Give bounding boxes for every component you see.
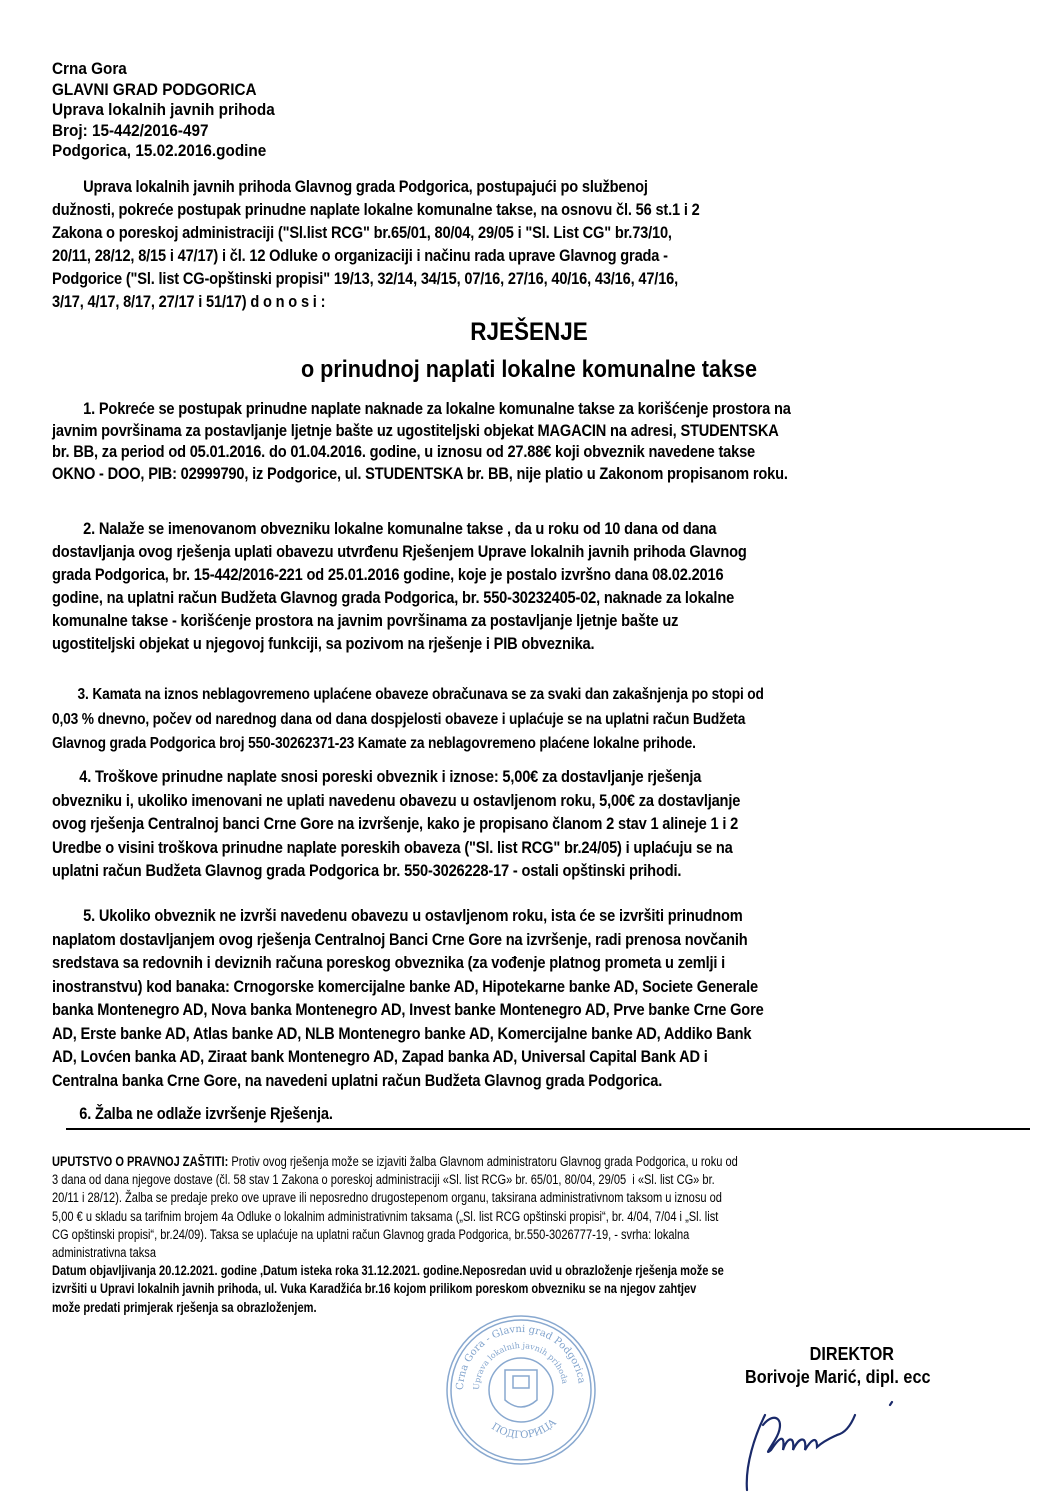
document-header [52,59,275,162]
text-line: javnim površinama za postavljanje ljetnje bašte uz ugostiteljski objekat MAGACIN na adresi, STUDENTSKA [52,420,779,440]
text-line: dostavljanja ovog rješenja uplati obavezu utvrđenu Rješenjem Uprave lokalnih javnih prihoda Glavnog [52,542,747,561]
text-line: 0,03 % dnevno, počev od narednog dana od dana dospjelosti obaveze i uplaćuje se na uplatni račun Budžeta [52,710,746,728]
text-line: CG opštinski propisi“, br.24/09). Taksa se uplaćuje na uplatni račun Glavnog grada Podgorica, br.550-3026777-19, - svrha: lokalna [52,1226,690,1242]
document-title: RJEŠENJE [470,318,588,346]
text-line: AD, Lovćen banka AD, Ziraat bank Montenegro AD, Zapad banka AD, Universal Capital Bank AD i [52,1047,708,1066]
legal-notice [52,1153,1020,1317]
text-line: 20/11 i 28/12). Žalba se predaje preko ove uprave ili neposredno drugostepenom organu, taksirana administrativnom taksom u iznosu od [52,1190,722,1206]
text-line: Centralna banka Crne Gore, na navedeni uplatni račun Budžeta Glavnog grada Podgorica. [52,1070,663,1090]
intro-paragraph [52,175,700,313]
text-line: Protiv ovog rješenja može se izjaviti žalba Glavnom administratoru Glavnog grada Podgorica, u roku od [228,1154,738,1169]
text-line: Podgorica, 15.02.2016.godine [52,141,267,160]
legal-notice-dates [52,1262,1020,1317]
paragraph-4 [52,765,740,883]
text-line: 6. Žalba ne odlaže izvršenje Rješenja. [52,1104,333,1123]
stamp-inner-text: Uprava lokalnih javnih prihoda [471,1340,570,1391]
text-line: 2. Nalaže se imenovanom obvezniku lokalne komunalne takse , da u roku od 10 dana od dana [52,519,717,538]
paragraph-3 [52,683,764,757]
stamp-outer-text: Crna Gora - Glavni grad Podgorica [454,1323,587,1391]
text-line: grada Podgorica, br. 15-442/2016-221 od 25.01.2016 godine, koje je postalo izvršno dana 08.02.2016 [52,565,724,584]
text-line: sredstava sa redovnih i deviznih računa poreskog obveznika (za vođenje platnog prometa u zemlji i [52,953,726,972]
signatory-title: DIREKTOR [809,1344,895,1364]
text-line: komunalne takse - korišćenje prostora na javnim površinama za postavljanje ljetnje bašte uz [52,611,679,630]
text-line: 3 dana od dana njegove dostave (čl. 58 stav 1 Zakona o poreskoj administraciji «Sl. list RCG» br. 65/01, 80/04, 29/05 i «Sl. list CG» br. [52,1172,715,1188]
signatory-name: Borivoje Marić, dipl. ecc [745,1367,931,1387]
divider [66,1128,1030,1130]
text-line: 3/17, 4/17, 8/17, 27/17 i 51/17) d o n o s i : [52,292,326,311]
paragraph-5 [52,904,764,1092]
text-line: Uredbe o visini troškova prinudne naplate poreskih obaveza ("Sl. list RCG" br.24/05) i uplaćuju se na [52,837,733,857]
paragraph-6 [52,1104,333,1124]
official-stamp [443,1312,599,1468]
document-subtitle: o prinudnoj naplati lokalne komunalne takse [300,356,758,383]
text-line: Broj: 15-442/2016-497 [52,120,209,140]
text-line: Crna Gora [52,59,127,78]
paragraph-2 [52,517,747,655]
text-line: 5,00 € u skladu sa tarifnim brojem 4a Odluke o lokalnim administrativnim taksama („Sl. list RCG opštinski propisi“, br. 4/04, 7/04 i „Sl. list [52,1208,719,1224]
text-line: Glavnog grada Podgorica broj 550-30262371-23 Kamate za neblagovremeno plaćene lokalne prihode. [52,735,696,752]
text-line: Uprava lokalnih javnih prihoda [52,100,275,119]
text-line: Podgorice ("Sl. list CG-opštinski propisi" 19/13, 32/14, 34/15, 07/16, 27/16, 40/16, 43/16, 47/16, [52,269,678,288]
text-line: banka Montenegro AD, Nova banka Montenegro AD, Invest banke Montenegro AD, Prve banke Crne Gore [52,1000,764,1019]
text-line: obvezniku i, ukoliko imenovani ne uplati navedenu obavezu u ostavljenom roku, 5,00€ za dostavljanje [52,790,741,810]
legal-notice-first-line [52,1153,1020,1171]
text-line: Uprava lokalnih javnih prihoda Glavnog grada Podgorica, postupajući po službenoj [52,177,648,196]
text-line: br. BB, za period od 05.01.2016. do 01.04.2016. godine, u iznosu od 27.88€ koji obveznik navedene takse [52,442,755,461]
text-line: naplatom dostavljanjem ovog rješenja Centralnoj Banci Crne Gore na izvršenje, radi prenosa novčanih [52,929,748,949]
text-line: 4. Troškove prinudne naplate snosi poreski obveznik i iznose: 5,00€ za dostavljanje rješenja [52,767,702,786]
text-line: GLAVNI GRAD PODGORICA [52,79,257,99]
text-line: Datum objavljivanja 20.12.2021. godine ,Datum isteka roka 31.12.2021. godine.Neposredan uvid u obrazloženje rješenja može se [52,1263,724,1279]
text-line: ugostiteljski objekat u njegovoj funkciji, sa pozivom na rješenje i PIB obveznika. [52,634,595,653]
text-line: inostranstvu) kod banaka: Crnogorske komercijalne banke AD, Hipotekarne banke AD, Societe Generale [52,976,758,996]
legal-notice-heading: UPUTSTVO O PRAVNOJ ZAŠTITI: [52,1154,229,1169]
text-line: administrativna taksa [52,1245,156,1261]
text-line: dužnosti, pokreće postupak prinudne naplate lokalne komunalne takse, na osnovu čl. 56 st.1 i 2 [52,200,700,219]
text-line: godine, na uplatni račun Budžeta Glavnog grada Podgorica, br. 550-30232405-02, naknade za lokalne [52,588,735,607]
legal-notice-body [52,1171,1020,1262]
text-line: uplatni račun Budžeta Glavnog grada Podgorica br. 550-3026228-17 - ostali opštinski prihodi. [52,861,682,880]
text-line: 1. Pokreće se postupak prinudne naplate naknade za lokalne komunalne takse za korišćenje prostora na [52,399,791,418]
text-line: AD, Erste banke AD, Atlas banke AD, NLB Montenegro banke AD, Komercijalne banke AD, Addiko Bank [52,1023,752,1043]
text-line: OKNO - DOO, PIB: 02999790, iz Podgorice, ul. STUDENTSKA br. BB, nije platio u Zakonom propisanom roku. [52,463,788,483]
text-line: izvršiti u Upravi lokalnih javnih prihoda, ul. Vuka Karadžića br.16 kojom prilikom poreskom obvezniku se na njegov zahtjev [52,1281,697,1297]
text-line: 3. Kamata na iznos neblagovremeno uplaćene obaveze obračunava se za svaki dan zakašnjenja po stopi od [52,686,764,703]
stamp-bottom-text: ПОДГОРИЦА [489,1417,559,1442]
text-line: 20/11, 28/12, 8/15 i 47/17) i čl. 12 Odluke o organizaciji i načinu rada uprave Glavnog grada - [52,246,668,265]
handwritten-signature [725,1395,955,1495]
text-line: 5. Ukoliko obveznik ne izvrši navedenu obavezu u ostavljenom roku, ista će se izvršiti prinudnom [52,906,743,925]
text-line: ovog rješenja Centralnoj banci Crne Gore na izvršenje, kako je propisano članom 2 stav 1 alineje 1 i 2 [52,814,739,833]
paragraph-1 [52,398,791,484]
text-line: može predati primjerak rješenja sa obrazloženjem. [52,1299,317,1315]
text-line: Zakona o poreskoj administraciji ("Sl.list RCG" br.65/01, 80/04, 29/05 i "Sl. List CG" br.73/10, [52,223,672,242]
